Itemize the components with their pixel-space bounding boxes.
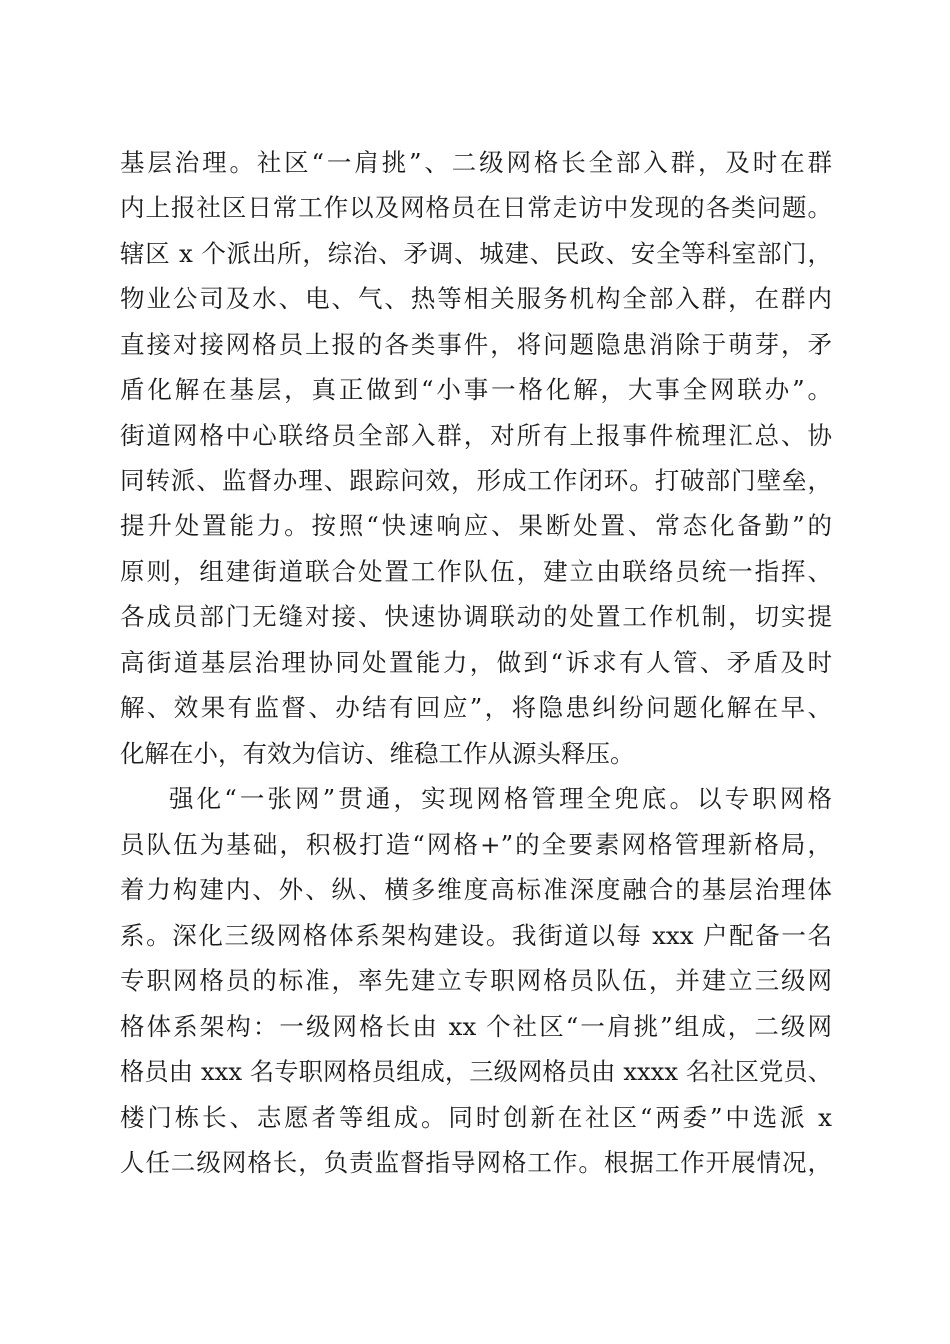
text-line: 辖区 x 个派出所，综治、矛调、城建、民政、安全等科室部门， [120,239,832,268]
text-line: 高街道基层治理协同处置能力，做到“诉求有人管、矛盾及时 [120,648,832,677]
text-line: 同转派、监督办理、跟踪问效，形成工作闭环。打破部门壁垒， [120,466,832,495]
text-line: 楼门栋长、志愿者等组成。同时创新在社区“两委”中选派 x [120,1103,832,1132]
text-line: 化解在小，有效为信访、维稳工作从源头释压。 [120,739,635,768]
text-line: 格体系架构：一级网格长由 xx 个社区“一肩挑”组成，二级网 [120,1012,832,1041]
text-line: 系。深化三级网格体系架构建设。我街道以每 xxx 户配备一名 [120,921,832,950]
text-line: 街道网格中心联络员全部入群，对所有上报事件梳理汇总、协 [120,421,832,450]
text-line: 盾化解在基层，真正做到“小事一格化解，大事全网联办”。 [120,375,832,404]
text-line: 内上报社区日常工作以及网格员在日常走访中发现的各类问题。 [120,193,832,222]
text-line: 各成员部门无缝对接、快速协调联动的处置工作机制，切实提 [120,602,832,631]
paragraph-first-line: 强化“一张网”贯通，实现网格管理全兜底。以专职网格 [169,784,832,813]
text-line: 物业公司及水、电、气、热等相关服务机构全部入群，在群内 [120,284,832,313]
text-line: 人任二级网格长，负责监督指导网格工作。根据工作开展情况， [120,1148,832,1177]
text-line: 原则，组建街道联合处置工作队伍，建立由联络员统一指挥、 [120,557,832,586]
text-line: 解、效果有监督、办结有回应”，将隐患纠纷问题化解在早、 [120,693,832,722]
text-line: 员队伍为基础，积极打造“网格+”的全要素网格管理新格局， [120,830,832,859]
text-line: 提升处置能力。按照“快速响应、果断处置、常态化备勤”的 [120,511,832,540]
text-line: 着力构建内、外、纵、横多维度高标准深度融合的基层治理体 [120,875,832,904]
text-line: 基层治理。社区“一肩挑”、二级网格长全部入群，及时在群 [120,148,832,177]
text-line: 专职网格员的标准，率先建立专职网格员队伍，并建立三级网 [120,966,832,995]
text-line: 直接对接网格员上报的各类事件，将问题隐患消除于萌芽，矛 [120,330,832,359]
text-line: 格员由 xxx 名专职网格员组成，三级网格员由 xxxx 名社区党员、 [120,1057,832,1086]
